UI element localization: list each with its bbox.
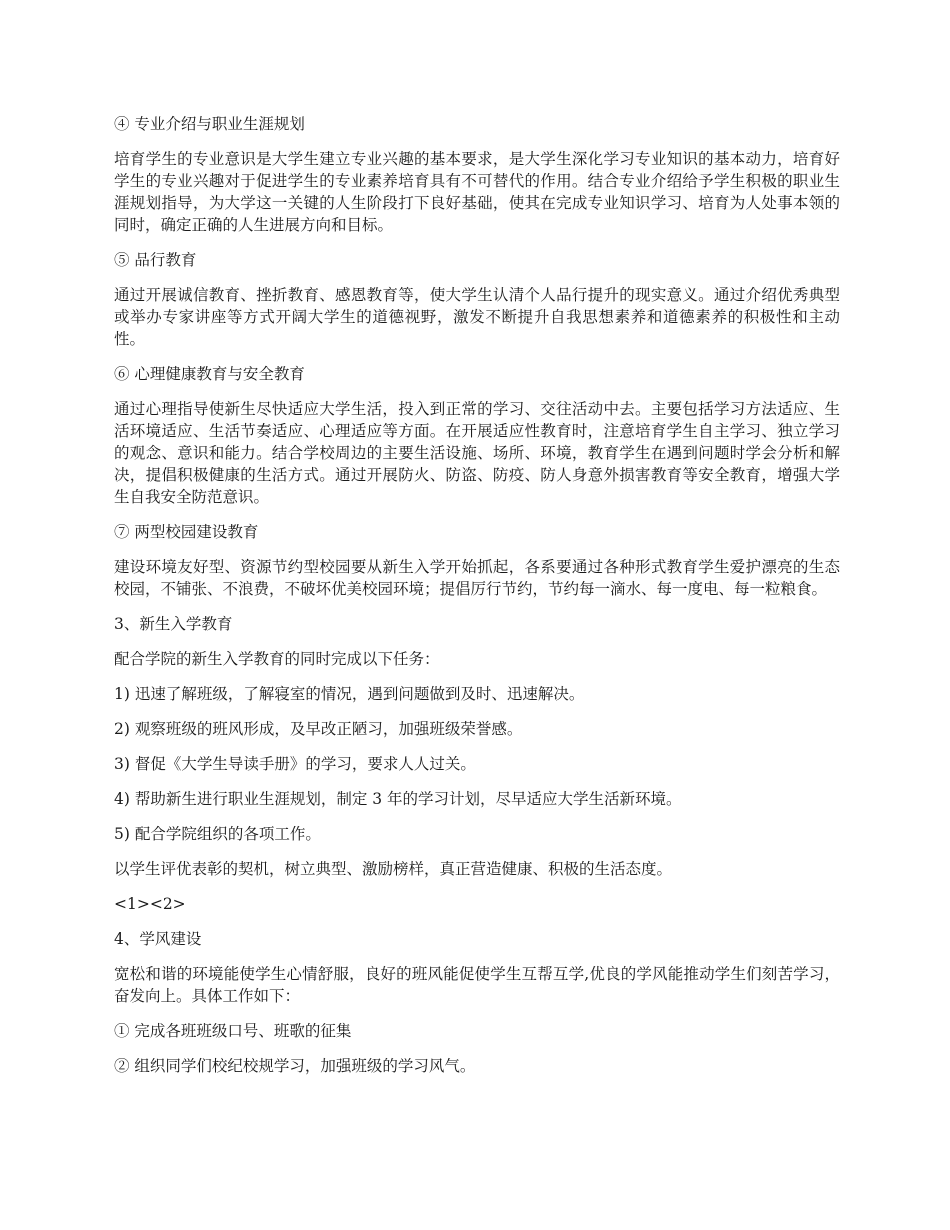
paragraph-study-style: 宽松和谐的环境能使学生心情舒服，良好的班风能促使学生互帮互学,优良的学风能推动学生们刻苦学习，奋发向上。具体工作如下： [114, 965, 840, 1005]
paragraph-mental-health-safety: 通过心理指导使新生尽快适应大学生活，投入到正常的学习、交往活动中去。主要包括学习方法适应、生活环境适应、生活节奏适应、心理适应等方面。在开展适应性教育时，注意培育学生自主学习、独立学习的观念、意识和能力。结合学校周边的主要生活设施、场所、环境，教育学生在遇到问题时学会分析和解决，提倡积极健康的生活方式。通过开展防火、防盗、防疫、防人身意外损害教育等安全教育，增强大学生自我安全防范意识。 [114, 400, 840, 506]
paragraph-character-education: 通过开展诚信教育、挫折教育、感恩教育等，使大学生认清个人品行提升的现实意义。通过介绍优秀典型或举办专家讲座等方式开阔大学生的道德视野，激发不断提升自我思想素养和道德素养的积极性和主动性。 [114, 286, 840, 348]
list-item-task-4: 4) 帮助新生进行职业生涯规划，制定 3 年的学习计划，尽早适应大学生活新环境。 [114, 790, 682, 808]
paragraph-two-type-campus: 建设环境友好型、资源节约型校园要从新生入学开始抓起，各系要通过各种形式教育学生爱护漂亮的生态校园，不铺张、不浪费，不破坏优美校园环境；提倡厉行节约，节约每一滴水、每一度电、每一粒粮食。 [114, 558, 840, 598]
paragraph-career-planning: 培育学生的专业意识是大学生建立专业兴趣的基本要求，是大学生深化学习专业知识的基本动力，培育好学生的专业兴趣对于促进学生的专业素养培育具有不可替代的作用。结合专业介绍给予学生积极的职业生涯规划指导，为大学这一关键的人生阶段打下良好基础，使其在完成专业知识学习、培育为人处事本领的同时，确定正确的人生进展方向和目标。 [114, 150, 840, 234]
paragraph-awards: 以学生评优表彰的契机，树立典型、激励榜样，真正营造健康、积极的生活态度。 [114, 860, 673, 878]
list-item-task-1: 1) 迅速了解班级，了解寝室的情况，遇到问题做到及时、迅速解决。 [114, 685, 585, 703]
list-item-study-2: ② 组织同学们校纪校规学习，加强班级的学习风气。 [114, 1057, 476, 1075]
section-heading-career-planning: ④ 专业介绍与职业生涯规划 [114, 115, 305, 133]
section-heading-study-style: 4、学风建设 [114, 930, 202, 948]
list-item-study-1: ① 完成各班班级口号、班歌的征集 [114, 1022, 352, 1040]
section-heading-freshman-education: 3、新生入学教育 [114, 615, 233, 633]
list-item-task-5: 5) 配合学院组织的各项工作。 [114, 825, 321, 843]
section-heading-mental-health-safety: ⑥ 心理健康教育与安全教育 [114, 365, 305, 383]
list-item-task-2: 2) 观察班级的班风形成，及早改正陋习，加强班级荣誉感。 [114, 720, 523, 738]
list-item-task-3: 3) 督促《大学生导读手册》的学习，要求人人过关。 [114, 755, 476, 773]
paragraph-markers: <1><2> [114, 895, 186, 913]
section-heading-character-education: ⑤ 品行教育 [114, 251, 197, 269]
section-heading-two-type-campus: ⑦ 两型校园建设教育 [114, 523, 259, 541]
paragraph-freshman-intro: 配合学院的新生入学教育的同时完成以下任务： [114, 650, 440, 668]
